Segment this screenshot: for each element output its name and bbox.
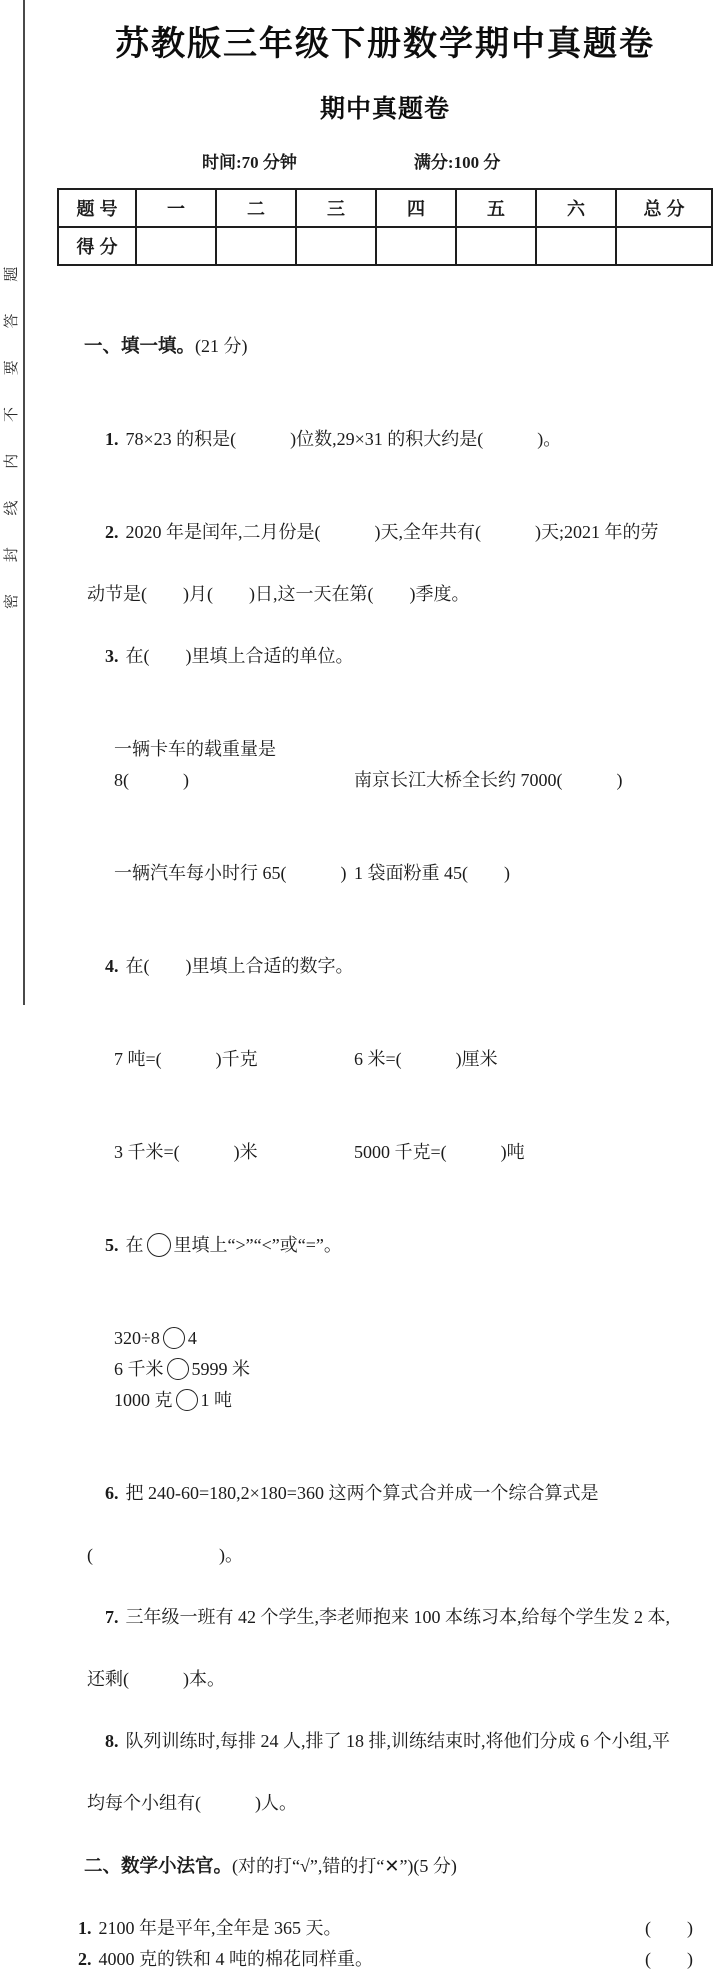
score-empty-cell [456, 227, 536, 265]
question-5-text-post: 里填上“>”“<”或“=”。 [173, 1235, 342, 1255]
comparison-3-right: 1 吨 [200, 1390, 232, 1410]
score-empty-cell [136, 227, 216, 265]
question-1 [57, 393, 713, 486]
section-true-false [57, 1819, 713, 1975]
tf-question-1-answer-bracket: ( ) [645, 1918, 693, 1938]
section-1-heading [57, 299, 713, 393]
tf-question-1-main [78, 1913, 645, 1944]
question-3-item-bridge: 南京长江大桥全长约 7000( ) [354, 770, 623, 790]
comparison-1-right: 4 [187, 1328, 197, 1348]
question-3-row-2 [57, 827, 713, 920]
question-4-number: 4. [105, 956, 119, 976]
comparison-item-1 [114, 1328, 197, 1348]
tf-question-2-text: 4000 克的铁和 4 吨的棉花同样重。 [98, 1949, 373, 1969]
page-title: 苏教版三年级下册数学期中真题卷 [115, 25, 655, 63]
question-4 [57, 920, 713, 1013]
question-2 [57, 486, 713, 579]
tf-question-1-number: 1. [78, 1918, 92, 1938]
question-4-row-1 [57, 1013, 713, 1106]
score-table-header-cell: 四 [376, 189, 456, 227]
score-table-header-cell: 一 [136, 189, 216, 227]
score-empty-cell [536, 227, 616, 265]
question-4-item-tons: 7 吨=( )千克 [114, 1049, 258, 1069]
question-7-text: 三年级一班有 42 个学生,李老师抱来 100 本练习本,给每个学生发 2 本, [125, 1607, 670, 1627]
score-empty-cell [616, 227, 712, 265]
question-5 [57, 1199, 713, 1292]
question-8-continuation: 均每个小组有( )人。 [87, 1793, 297, 1813]
question-5-text-pre: 在 [125, 1235, 144, 1255]
question-6-answer-blank: ( )。 [87, 1545, 243, 1565]
tf-question-2-main [78, 1944, 645, 1975]
question-1-text: 78×23 的积是( )位数,29×31 的积大约是( )。 [125, 429, 562, 449]
question-3-item-flour: 1 袋面粉重 45( ) [354, 863, 510, 883]
question-3-text: 在( )里填上合适的单位。 [125, 646, 354, 666]
question-6-text: 把 240-60=180,2×180=360 这两个算式合并成一个综合算式是 [125, 1483, 599, 1503]
question-3-item-truck: 一辆卡车的载重量是 8( ) [114, 739, 281, 790]
score-table-header-cell: 三 [296, 189, 376, 227]
question-2-number: 2. [105, 522, 119, 542]
tf-question-1-text: 2100 年是平年,全年是 365 天。 [98, 1918, 342, 1938]
question-4-text: 在( )里填上合适的数字。 [125, 956, 354, 976]
section-1-points: (21 分) [195, 336, 248, 356]
score-empty-cell [296, 227, 376, 265]
section-2-note: (对的打“√”,错的打“✕”)(5 分) [232, 1856, 457, 1876]
section-fill-in-blanks [57, 299, 713, 1819]
comparison-item-2 [114, 1359, 250, 1379]
question-4-row-2 [57, 1106, 713, 1199]
comparison-circle-icon [163, 1327, 185, 1349]
question-8-number: 8. [105, 1731, 119, 1751]
score-table [57, 188, 713, 266]
tf-question-1 [57, 1913, 713, 1944]
comparison-item-3 [114, 1390, 232, 1410]
comparison-1-left: 320÷8 [114, 1328, 160, 1348]
question-8 [57, 1695, 713, 1788]
question-4-item-km: 3 千米=( )米 [114, 1142, 258, 1162]
section-2-title: 二、数学小法官。 [84, 1855, 233, 1876]
question-8-text: 队列训练时,每排 24 人,排了 18 排,训练结束时,将他们分成 6 个小组,平 [125, 1731, 670, 1751]
question-5-number: 5. [105, 1235, 119, 1255]
question-3 [57, 610, 713, 703]
page-subtitle: 期中真题卷 [319, 95, 450, 123]
score-label-cell: 得 分 [58, 227, 136, 265]
score-table-header-cell: 题 号 [58, 189, 136, 227]
question-3-row-1 [57, 703, 713, 827]
question-6 [57, 1447, 713, 1540]
question-7 [57, 1571, 713, 1664]
comparison-3-left: 1000 克 [114, 1390, 173, 1410]
score-empty-cell [376, 227, 456, 265]
blank-circle-icon [147, 1233, 171, 1257]
question-3-item-car: 一辆汽车每小时行 65( ) [114, 863, 347, 883]
tf-question-2-number: 2. [78, 1949, 92, 1969]
exam-page [57, 0, 713, 1975]
question-7-continuation: 还剩( )本。 [87, 1669, 225, 1689]
comparison-circle-icon [167, 1358, 189, 1380]
section-2-heading [57, 1819, 713, 1913]
score-table-header-cell: 六 [536, 189, 616, 227]
tf-question-2-answer-bracket: ( ) [645, 1949, 693, 1969]
exam-full-score: 满分:100 分 [413, 153, 501, 172]
question-6-number: 6. [105, 1483, 119, 1503]
question-2-continuation: 动节是( )月( )日,这一天在第( )季度。 [87, 584, 470, 604]
question-3-number: 3. [105, 646, 119, 666]
comparison-2-left: 6 千米 [114, 1359, 164, 1379]
question-2-text: 2020 年是闰年,二月份是( )天,全年共有( )天;2021 年的劳 [125, 522, 659, 542]
comparison-circle-icon [176, 1389, 198, 1411]
tf-question-2 [57, 1944, 713, 1975]
exam-time: 时间:70 分钟 [202, 153, 297, 172]
score-table-header-row [58, 189, 712, 227]
question-5-comparisons [57, 1292, 713, 1447]
question-7-number: 7. [105, 1607, 119, 1627]
seal-line-rule [23, 0, 25, 1005]
section-1-title: 一、填一填。 [84, 335, 196, 356]
score-empty-cell [216, 227, 296, 265]
seal-line-text: 密 封 线 内 不 要 答 题 [4, 252, 20, 609]
question-4-item-kg: 5000 千克=( )吨 [354, 1142, 525, 1162]
comparison-2-right: 5999 米 [191, 1359, 250, 1379]
score-table-header-cell: 二 [216, 189, 296, 227]
score-table-header-cell: 五 [456, 189, 536, 227]
question-4-item-meters: 6 米=( )厘米 [354, 1049, 498, 1069]
score-table-score-row [58, 227, 712, 265]
score-table-header-cell: 总 分 [616, 189, 712, 227]
exam-meta [57, 148, 713, 173]
question-1-number: 1. [105, 429, 119, 449]
